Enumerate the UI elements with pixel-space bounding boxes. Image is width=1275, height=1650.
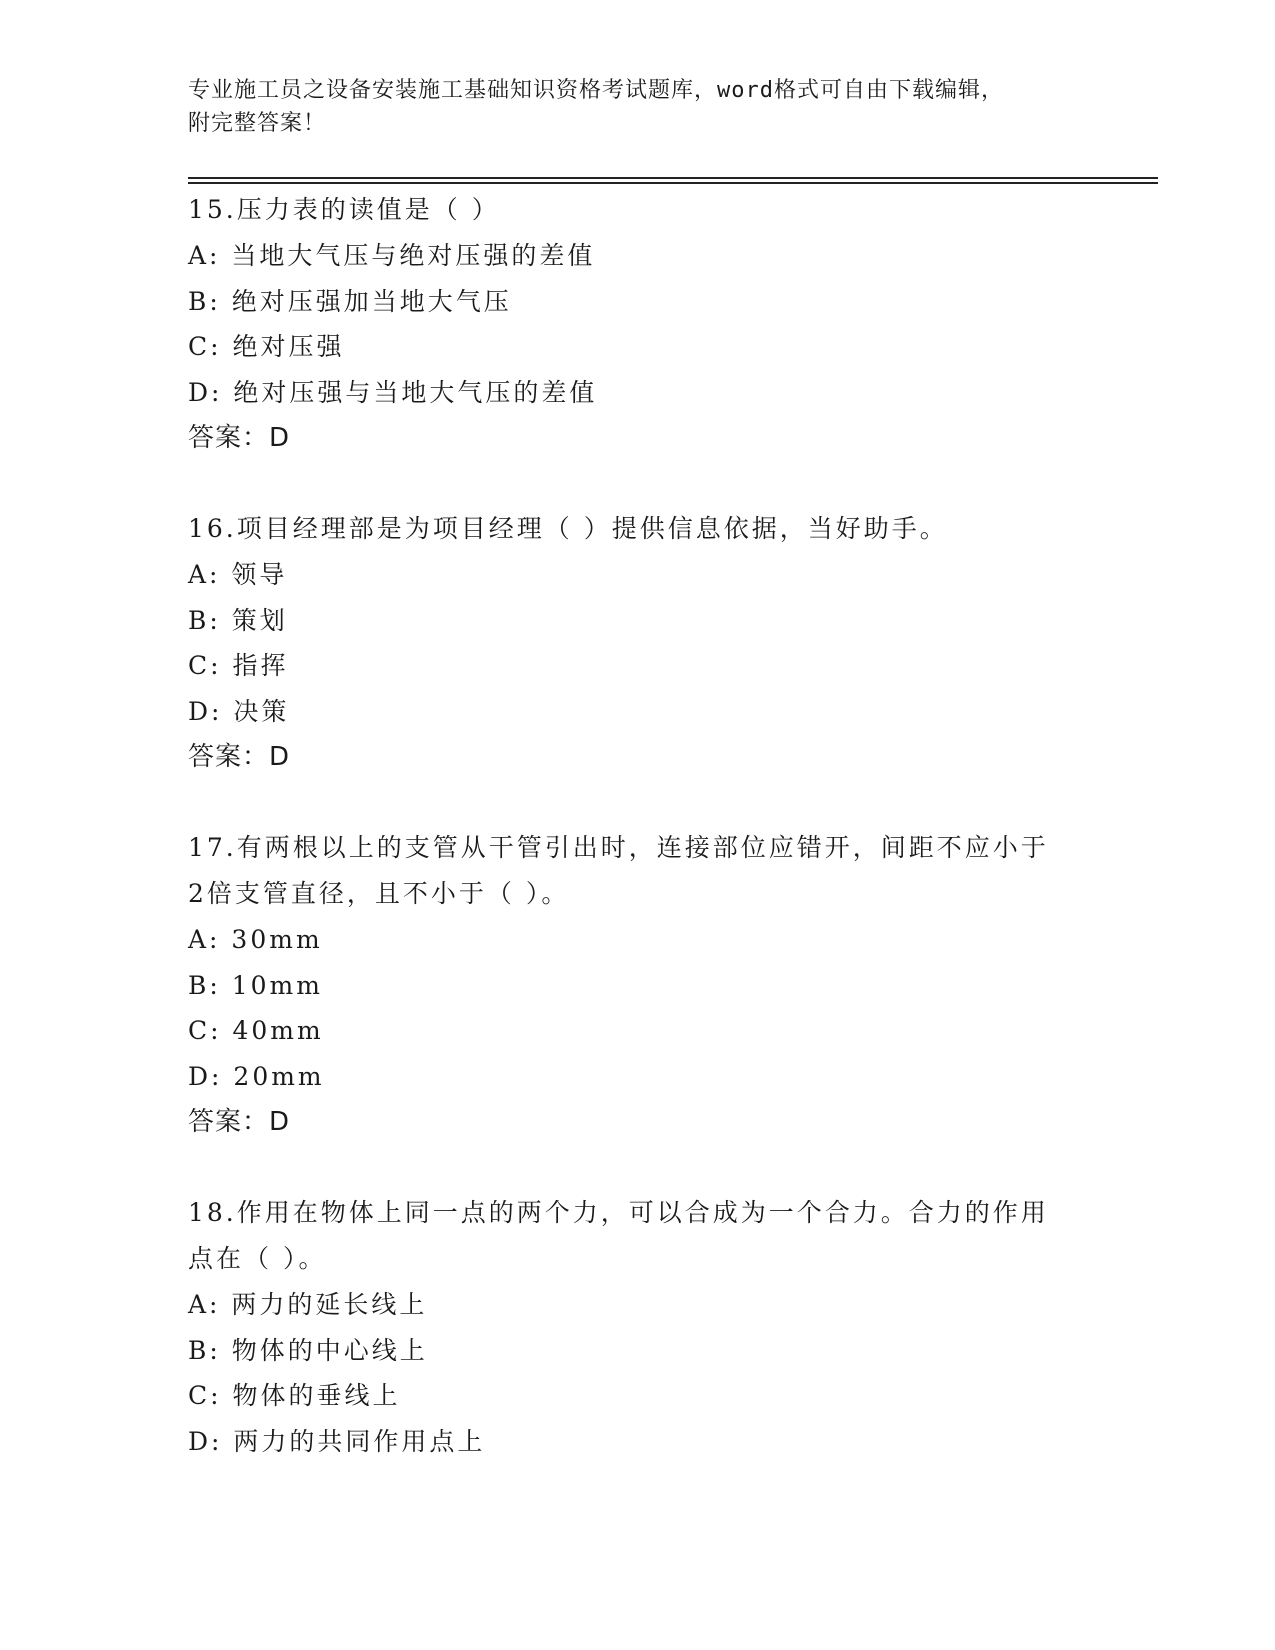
option-a: A: 当地大气压与绝对压强的差值	[188, 241, 596, 270]
option-d: D: 两力的共同作用点上	[188, 1426, 486, 1456]
header-line-1: 专业施工员之设备安装施工基础知识资格考试题库，word格式可自由下载编辑，	[188, 78, 1004, 103]
document-page	[188, 0, 1158, 1650]
option-c: C: 指挥	[188, 651, 289, 680]
answer-line: 答案：D	[188, 423, 291, 453]
header-line-2: 附完整答案！	[188, 111, 327, 136]
answer-line: 答案：D	[188, 742, 291, 772]
document-header	[188, 74, 1088, 140]
option-d: D: 决策	[188, 696, 290, 726]
question-stem-line-1: 17.有两根以上的支管从干管引出时，连接部位应错开，间距不应小于	[188, 833, 1049, 862]
question-stem-line-2: 2倍支管直径，且不小于（ ）。	[188, 879, 570, 908]
option-b: B: 10mm	[188, 970, 323, 1000]
option-d: D: 20mm	[188, 1061, 325, 1091]
option-c: C: 物体的垂线上	[188, 1381, 401, 1410]
option-b: B: 绝对压强加当地大气压	[188, 286, 512, 316]
answer-line: 答案：D	[188, 1107, 291, 1137]
question-list	[188, 187, 1088, 1509]
option-b: B: 策划	[188, 605, 288, 635]
question-stem: 16.项目经理部是为项目经理（ ）提供信息依据，当好助手。	[188, 514, 948, 543]
option-a: A: 两力的延长线上	[188, 1290, 428, 1319]
option-d: D: 绝对压强与当地大气压的差值	[188, 377, 598, 407]
option-a: A: 领导	[188, 560, 288, 589]
question-stem-line-2: 点在（ ）。	[188, 1244, 327, 1273]
option-a: A: 30mm	[188, 925, 323, 954]
question-18	[188, 1190, 1088, 1464]
question-16	[188, 506, 1088, 780]
option-c: C: 40mm	[188, 1016, 324, 1045]
header-divider-top	[188, 177, 1158, 179]
question-17	[188, 825, 1088, 1145]
question-15	[188, 187, 1088, 461]
option-c: C: 绝对压强	[188, 332, 345, 361]
question-stem-line-1: 18.作用在物体上同一点的两个力，可以合成为一个合力。合力的作用	[188, 1198, 1049, 1227]
question-stem: 15.压力表的读值是（ ）	[188, 195, 500, 224]
header-divider-bottom	[188, 182, 1158, 184]
option-b: B: 物体的中心线上	[188, 1335, 428, 1365]
